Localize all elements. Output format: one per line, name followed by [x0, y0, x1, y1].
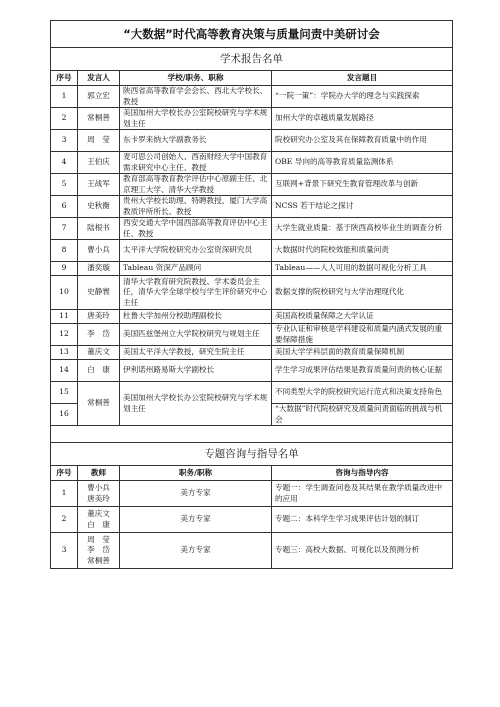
speaker-affiliation: 杜鲁大学加州分校助理副校长 [120, 310, 272, 324]
teacher-name: 白 康 [87, 519, 110, 529]
speaker-name: 常桐善 [78, 108, 120, 130]
consult-header-topic: 咨询与指导内容 [272, 466, 453, 481]
row-number: 2 [51, 108, 78, 130]
teacher-names [78, 507, 120, 533]
speaker-name: 周 莹 [78, 130, 120, 152]
row-number: 16 [51, 404, 78, 426]
teacher-role: 美方专家 [120, 507, 272, 533]
teacher-names [78, 481, 120, 507]
speaker-name: 白 康 [78, 360, 120, 382]
talk-topic: 互联网+背景下研究生教育管理改革与创新 [272, 174, 453, 196]
consult-header-no: 序号 [51, 466, 78, 481]
talk-topic: 大学生就业质量：基于陕西高校毕业生的调查分析 [272, 218, 453, 240]
row-number: 10 [51, 276, 78, 310]
teacher-names [78, 533, 120, 569]
speaker-name: 常桐善 [78, 382, 120, 426]
speaker-affiliation: 麦可思公司创始人、西南财经大学中国教育需求研究中心主任、教授 [120, 152, 272, 174]
table-row [51, 152, 453, 174]
teacher-role: 美方专家 [120, 481, 272, 507]
talk-topic: 美国高校质量保障之大学认证 [272, 310, 453, 324]
consult-table [50, 425, 453, 569]
table-row [51, 108, 453, 130]
report-sheet [50, 20, 452, 569]
speaker-affiliation: 陕西省高等教育学会会长、西北大学校长、教授 [120, 86, 272, 108]
teacher-name: 董庆文 [87, 509, 110, 518]
teacher-name: 曹小兵 [87, 483, 110, 492]
speaker-name: 史静寰 [78, 276, 120, 310]
speaker-affiliation: 东卡罗来纳大学副教务长 [120, 130, 272, 152]
speaker-affiliation: 美国加州大学校长办公室院校研究与学术规划主任 [120, 108, 272, 130]
speaker-name: 陆根书 [78, 218, 120, 240]
talk-topic: 专业认证和审核是学科建设和质量内涵式发展的重要保障措施 [272, 324, 453, 346]
row-number: 5 [51, 174, 78, 196]
talk-topic: “一院一策”：学院办大学的理念与实践探索 [272, 86, 453, 108]
speaker-name: 曹小兵 [78, 240, 120, 262]
table-row [51, 310, 453, 324]
table-row [51, 240, 453, 262]
header-topic: 发言题目 [272, 71, 453, 86]
speaker-name: 唐美玲 [78, 310, 120, 324]
speakers-section-title: 学术报告名单 [51, 48, 453, 71]
speakers-header-row [51, 71, 453, 86]
speaker-affiliation: 太平洋大学院校研究办公室资深研究员 [120, 240, 272, 262]
consult-topic: 专题一：学生调查问卷及其结果在教学质量改进中的应用 [272, 481, 453, 507]
table-row [51, 218, 453, 240]
talk-topic: NCSS 若干结论之探讨 [272, 196, 453, 218]
speaker-affiliation: 美国太平洋大学教授，研究生院主任 [120, 346, 272, 360]
speaker-name: 王伯庆 [78, 152, 120, 174]
speaker-affiliation: 美国加州大学校长办公室院校研究与学术规划主任 [120, 382, 272, 426]
speaker-name: 王战军 [78, 174, 120, 196]
table-row [51, 507, 453, 533]
teacher-name: 李 岱 [87, 545, 110, 555]
talk-topic: “大数据”时代院校研究及质量问责面临的挑战与机会 [272, 404, 453, 426]
table-row [51, 174, 453, 196]
table-row [51, 86, 453, 108]
row-number: 1 [51, 86, 78, 108]
teacher-name: 周 莹 [87, 534, 110, 544]
table-row [51, 481, 453, 507]
row-number: 11 [51, 310, 78, 324]
teacher-name: 常桐善 [87, 555, 110, 565]
talk-topic: 大数据时代的院校效能和质量问责 [272, 240, 453, 262]
talk-topic: 数据支撑的院校研究与大学治理现代化 [272, 276, 453, 310]
speaker-affiliation: 美国匹兹堡州立大学院校研究与规划主任 [120, 324, 272, 346]
speaker-affiliation: 清华大学教育研究院教授、学术委员会主任，清华大学全球学校与学生评价研究中心主任 [120, 276, 272, 310]
page-title: “大数据”时代高等教育决策与质量问责中美研讨会 [51, 21, 453, 48]
speaker-name: 潘奕璇 [78, 262, 120, 276]
table-row [51, 196, 453, 218]
row-number: 7 [51, 218, 78, 240]
consult-section-title: 专题咨询与指导名单 [51, 443, 453, 466]
talk-topic: 院校研究办公室及其在保障教育质量中的作用 [272, 130, 453, 152]
speakers-table [50, 20, 453, 426]
table-row [51, 324, 453, 346]
speaker-affiliation: 教育部高等教育教学评估中心原副主任、北京理工大学、清华大学教授 [120, 174, 272, 196]
row-number: 2 [51, 507, 78, 533]
row-number: 1 [51, 481, 78, 507]
row-number: 3 [51, 533, 78, 569]
speaker-affiliation: 西安交通大学中国西部高等教育评估中心主任、教授 [120, 218, 272, 240]
teacher-name: 唐美玲 [87, 493, 110, 503]
table-row [51, 276, 453, 310]
consult-topic: 专题二：本科学生学习成果评估计划的制订 [272, 507, 453, 533]
table-row [51, 533, 453, 569]
speaker-affiliation: 伊利诺州路易斯大学副校长 [120, 360, 272, 382]
speaker-name: 李 岱 [78, 324, 120, 346]
header-speaker: 发言人 [78, 71, 120, 86]
consult-header-row [51, 466, 453, 481]
section-gap [51, 426, 453, 443]
talk-topic: Tableau——人人可用的数据可视化分析工具 [272, 262, 453, 276]
speaker-name: 史秋衡 [78, 196, 120, 218]
row-number: 13 [51, 346, 78, 360]
row-number: 12 [51, 324, 78, 346]
row-number: 15 [51, 382, 78, 404]
talk-topic: 加州大学的卓越质量发展路径 [272, 108, 453, 130]
table-row [51, 346, 453, 360]
table-row [51, 262, 453, 276]
consult-header-role: 职务/职称 [120, 466, 272, 481]
header-affiliation: 学校/职务、职称 [120, 71, 272, 86]
consult-topic: 专题三：高校大数据、可视化以及预测分析 [272, 533, 453, 569]
teacher-role: 美方专家 [120, 533, 272, 569]
speaker-name: 郭立宏 [78, 86, 120, 108]
row-number: 9 [51, 262, 78, 276]
row-number: 6 [51, 196, 78, 218]
table-row [51, 382, 453, 404]
consult-header-teacher: 教师 [78, 466, 120, 481]
row-number: 4 [51, 152, 78, 174]
table-row [51, 130, 453, 152]
speaker-name: 董庆文 [78, 346, 120, 360]
table-row [51, 360, 453, 382]
talk-topic: 美国大学学科层面的教育质量保障机制 [272, 346, 453, 360]
speaker-affiliation: Tableau 资深产品顾问 [120, 262, 272, 276]
row-number: 8 [51, 240, 78, 262]
talk-topic: OBE 导向的高等教育质量监测体系 [272, 152, 453, 174]
talk-topic: 学生学习成果评估结果是教育质量问责的核心证据 [272, 360, 453, 382]
speaker-affiliation: 贵州大学校长助理、特聘教授，厦门大学高教质评所所长、教授 [120, 196, 272, 218]
row-number: 14 [51, 360, 78, 382]
header-no: 序号 [51, 71, 78, 86]
row-number: 3 [51, 130, 78, 152]
talk-topic: 不同类型大学的院校研究运行范式和决策支持角色 [272, 382, 453, 404]
